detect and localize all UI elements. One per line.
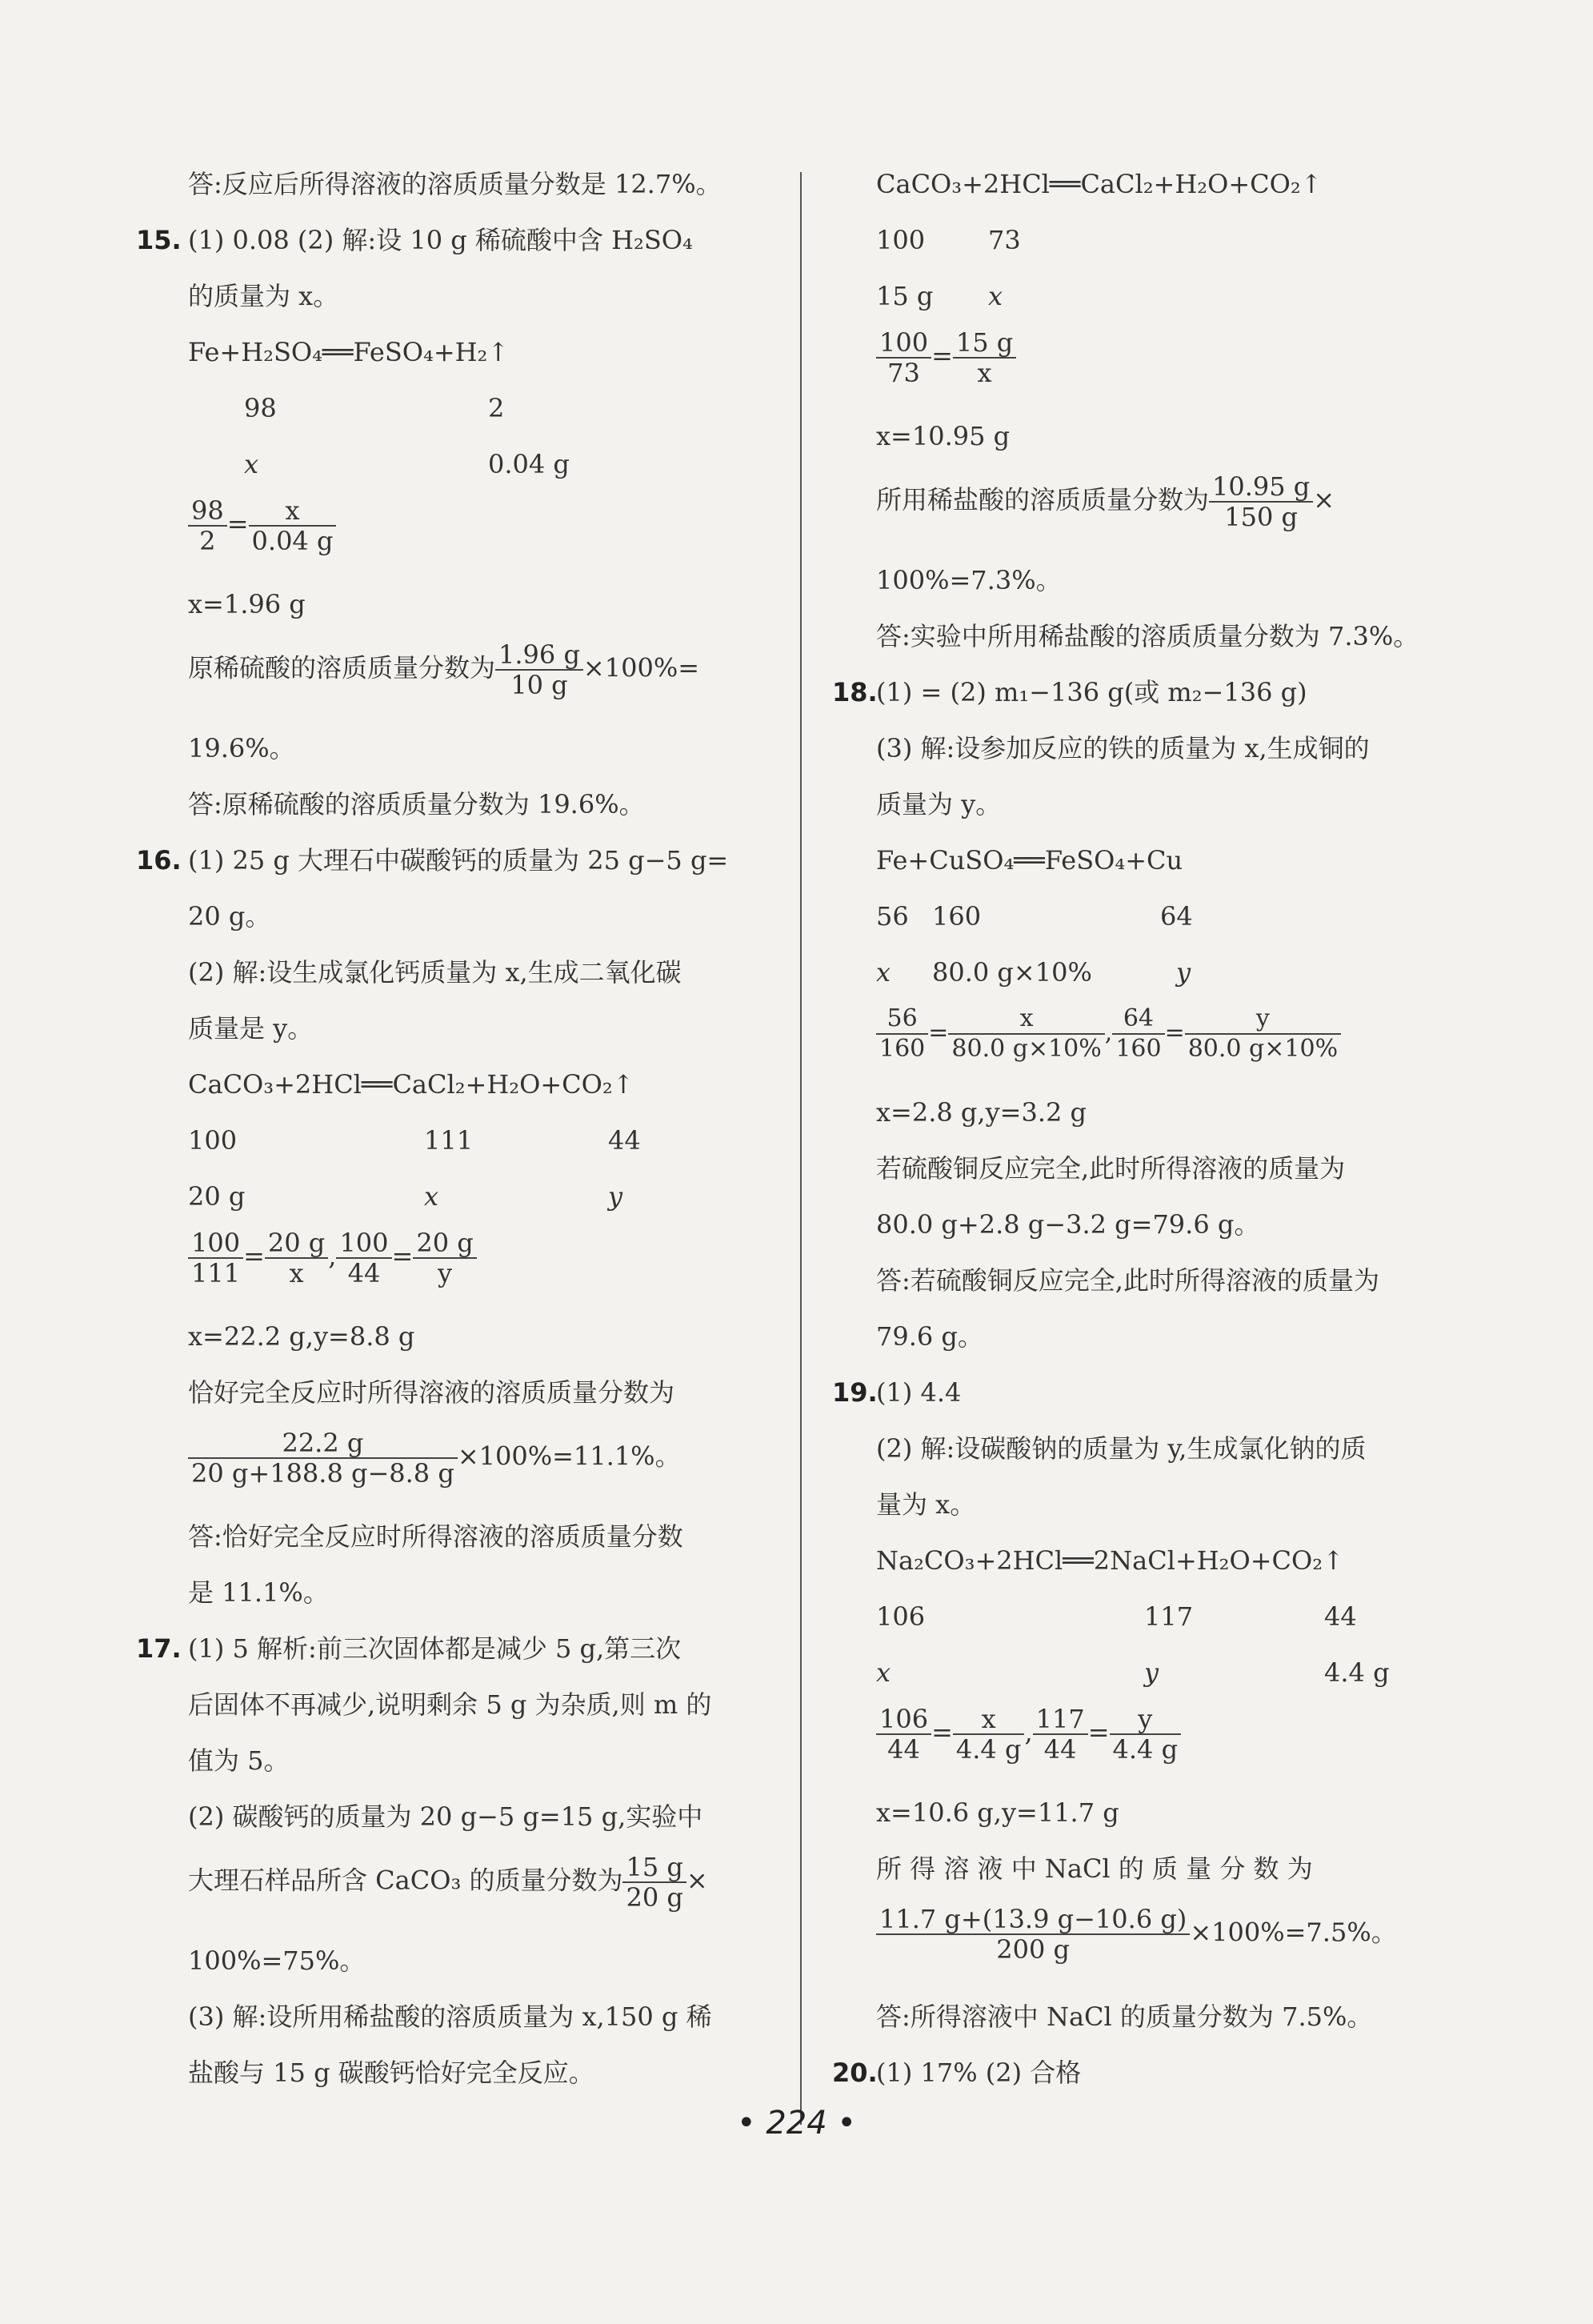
value: x — [424, 1181, 439, 1212]
text-line: $\frac{22.2 g}{20 g+188.8 g-8.8 g}$ ×100%=11.1%。 — [188, 1428, 681, 1488]
text-line: 79.6 g。 — [876, 1321, 983, 1352]
proportion: $\frac{100}{73}$ = $\frac{15 g}{x}$ — [876, 328, 1016, 387]
question-number: 20. — [832, 2058, 878, 2088]
value: 4.4 g — [1324, 1657, 1390, 1688]
fraction: $\frac{100}{111}$ — [188, 1228, 243, 1288]
text-line: (3) 解:设参加反应的铁的质量为 x,生成铜的 — [876, 733, 1370, 763]
value: 56 — [876, 901, 909, 932]
text-line: 量为 x。 — [876, 1489, 976, 1520]
fraction: $\frac{64}{160}$ — [1112, 1004, 1164, 1064]
fraction: $\frac{20 g}{y}$ — [413, 1228, 476, 1288]
text-line: 80.0 g+2.8 g−3.2 g=79.6 g。 — [876, 1209, 1260, 1240]
text-line: 所 得 溶 液 中 NaCl 的 质 量 分 数 为 — [876, 1853, 1313, 1884]
text-line: 答:反应后所得溶液的溶质质量分数是 12.7%。 — [188, 169, 722, 199]
text-line: (1) 4.4 — [876, 1377, 962, 1408]
fraction: $\frac{y}{4.4 g}$ — [1110, 1705, 1182, 1764]
page-number: • 224 • — [737, 2105, 856, 2142]
text-line: 值为 5。 — [188, 1745, 290, 1776]
text-line: 后固体不再减少,说明剩余 5 g 为杂质,则 m 的 — [188, 1689, 712, 1720]
answer-line: 答:若硫酸铜反应完全,此时所得溶液的质量为 — [876, 1265, 1379, 1296]
value: 98 — [244, 393, 277, 423]
value: 117 — [1144, 1601, 1194, 1632]
text-line: x=10.6 g,y=11.7 g — [876, 1797, 1119, 1828]
text-line: 恰好完全反应时所得溶液的溶质质量分数为 — [188, 1377, 675, 1408]
text-line: 所用稀盐酸的溶质质量分数为 $\frac{10.95 g}{150 g}$ × — [876, 471, 1335, 532]
chemical-equation: Fe+H₂SO₄══FeSO₄+H₂↑ — [188, 337, 510, 367]
text-line: 19.6%。 — [188, 733, 295, 763]
text-line: 100%=7.3%。 — [876, 565, 1062, 595]
chemical-equation: CaCO₃+2HCl══CaCl₂+H₂O+CO₂↑ — [188, 1069, 634, 1100]
value: 100 — [188, 1125, 238, 1156]
value: 80.0 g×10% — [932, 957, 1092, 988]
question-number: 15. — [136, 225, 182, 255]
question-number: 18. — [832, 677, 878, 707]
text-line: x=10.95 g — [876, 421, 1011, 451]
value: 44 — [608, 1125, 641, 1156]
value: x — [988, 281, 1003, 311]
fraction: $\frac{11.7 g+(13.9 g-10.6 g)}{200 g}$ — [876, 1905, 1190, 1964]
answer-line: 答:原稀硫酸的溶质质量分数为 19.6%。 — [188, 789, 645, 819]
value: 160 — [932, 901, 982, 932]
chemical-equation: CaCO₃+2HCl══CaCl₂+H₂O+CO₂↑ — [876, 169, 1323, 199]
answer-line: 答:所得溶液中 NaCl 的质量分数为 7.5%。 — [876, 2001, 1373, 2032]
fraction: $\frac{20 g}{x}$ — [265, 1228, 328, 1288]
text-line: 质量是 y。 — [188, 1013, 314, 1044]
fraction: $\frac{x}{0.04 g}$ — [249, 496, 337, 555]
question-number: 19. — [832, 1377, 878, 1408]
column-divider — [800, 172, 802, 2125]
value: 64 — [1160, 901, 1193, 932]
text-line: 20 g。 — [188, 901, 271, 932]
value: x — [244, 449, 259, 479]
question-number: 17. — [136, 1633, 182, 1664]
text-line: 的质量为 x。 — [188, 281, 339, 311]
question-number: 16. — [136, 845, 182, 876]
text-line: (1) 25 g 大理石中碳酸钙的质量为 25 g−5 g= — [188, 845, 729, 876]
text-line: (1) 17% (2) 合格 — [876, 2058, 1082, 2088]
value: 73 — [988, 225, 1021, 255]
chemical-equation: Fe+CuSO₄══FeSO₄+Cu — [876, 845, 1183, 876]
value: 106 — [876, 1601, 926, 1632]
text-line: (1) 0.08 (2) 解:设 10 g 稀硫酸中含 H₂SO₄ — [188, 225, 693, 255]
fraction: $\frac{98}{2}$ — [188, 496, 227, 555]
fraction: $\frac{x}{4.4 g}$ — [953, 1705, 1025, 1764]
answer-line: 答:实验中所用稀盐酸的溶质质量分数为 7.3%。 — [876, 621, 1419, 651]
text-line: 原稀硫酸的溶质质量分数为 $\frac{1.96 g}{10 g}$ ×100%= — [188, 639, 700, 700]
value: 2 — [488, 393, 505, 423]
fraction: $\frac{22.2 g}{20 g+188.8 g-8.8 g}$ — [188, 1428, 458, 1488]
value: 15 g — [876, 281, 934, 311]
text-line: (3) 解:设所用稀盐酸的溶质质量为 x,150 g 稀 — [188, 2001, 712, 2032]
fraction: $\frac{y}{80.0 g\times 10\%}$ — [1185, 1004, 1341, 1064]
fraction: $\frac{100}{73}$ — [876, 328, 931, 387]
value: 44 — [1324, 1601, 1357, 1632]
value: x — [876, 957, 891, 988]
text-line: (2) 解:设生成氯化钙质量为 x,生成二氧化碳 — [188, 957, 682, 988]
value: 100 — [876, 225, 926, 255]
fraction: $\frac{56}{160}$ — [876, 1004, 928, 1064]
proportion: $\frac{56}{160}$ = $\frac{x}{80.0 g\times 10\%}$ , $\frac{64}{160}$ = $\frac{y}{80.0 g\times 10\%}$ — [876, 1004, 1341, 1064]
fraction: $\frac{100}{44}$ — [336, 1228, 391, 1288]
text-line: x=1.96 g — [188, 589, 306, 619]
proportion: $\frac{106}{44}$ = $\frac{x}{4.4 g}$ , $\frac{117}{44}$ = $\frac{y}{4.4 g}$ — [876, 1705, 1181, 1764]
value: x — [876, 1657, 891, 1688]
proportion: $\frac{100}{111}$ = $\frac{20 g}{x}$ , $\frac{100}{44}$ = $\frac{20 g}{y}$ — [188, 1228, 477, 1288]
text-line: x=22.2 g,y=8.8 g — [188, 1321, 415, 1352]
value: 20 g — [188, 1181, 246, 1212]
fraction: $\frac{1.96 g}{10 g}$ — [495, 640, 583, 699]
text-line: 质量为 y。 — [876, 789, 1002, 819]
text-line: $\frac{11.7 g+(13.9 g-10.6 g)}{200 g}$ ×100%=7.5%。 — [876, 1905, 1397, 1964]
value: 0.04 g — [488, 449, 570, 479]
fraction: $\frac{106}{44}$ — [876, 1705, 931, 1764]
fraction: $\frac{15 g}{20 g}$ — [622, 1853, 686, 1912]
text-line: (2) 碳酸钙的质量为 20 g−5 g=15 g,实验中 — [188, 1801, 703, 1832]
text-line: (1) = (2) m₁−136 g(或 m₂−136 g) — [876, 677, 1307, 707]
answer-line: 答:恰好完全反应时所得溶液的溶质质量分数 — [188, 1521, 683, 1552]
value: 111 — [424, 1125, 474, 1156]
text-line: 100%=75%。 — [188, 1945, 366, 1976]
text-line: 大理石样品所含 CaCO₃ 的质量分数为 $\frac{15 g}{20 g}$ × — [188, 1852, 708, 1913]
fraction: $\frac{x}{80.0 g\times 10\%}$ — [948, 1004, 1104, 1064]
text-line: 若硫酸铜反应完全,此时所得溶液的质量为 — [876, 1153, 1346, 1184]
value: y — [1144, 1657, 1159, 1688]
text-line: 盐酸与 15 g 碳酸钙恰好完全反应。 — [188, 2058, 594, 2088]
fraction: $\frac{15 g}{x}$ — [953, 328, 1016, 387]
fraction: $\frac{117}{44}$ — [1033, 1705, 1088, 1764]
fraction: $\frac{10.95 g}{150 g}$ — [1209, 472, 1313, 531]
chemical-equation: Na₂CO₃+2HCl══2NaCl+H₂O+CO₂↑ — [876, 1545, 1344, 1576]
value: y — [1176, 957, 1191, 988]
proportion: $\frac{98}{2}$ = $\frac{x}{0.04 g}$ — [188, 496, 336, 555]
text-line: x=2.8 g,y=3.2 g — [876, 1097, 1087, 1128]
value: y — [608, 1181, 623, 1212]
text-line: 是 11.1%。 — [188, 1577, 329, 1608]
text-line: (2) 解:设碳酸钠的质量为 y,生成氯化钠的质 — [876, 1433, 1367, 1464]
text-line: (1) 5 解析:前三次固体都是减少 5 g,第三次 — [188, 1633, 682, 1664]
